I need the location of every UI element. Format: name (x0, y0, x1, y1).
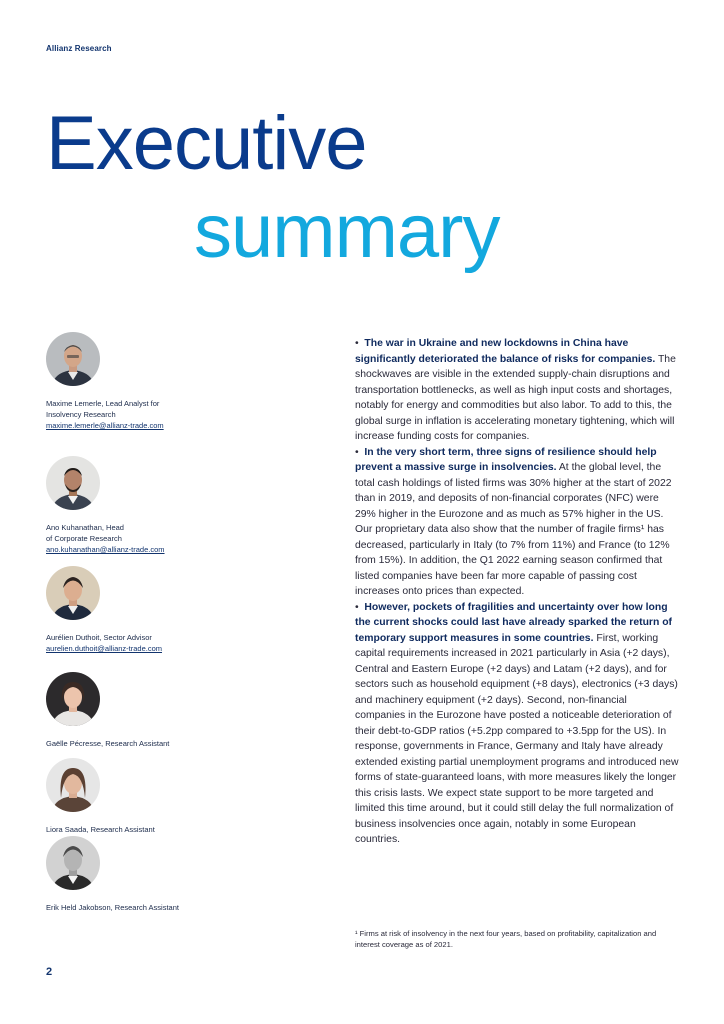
bullet: • (355, 601, 359, 613)
author-card (46, 672, 236, 749)
author-card (46, 332, 236, 431)
summary-body (355, 336, 679, 848)
author-photo (46, 332, 100, 386)
author-name: Liora Saada, Research Assistant (46, 825, 155, 834)
author-photo (46, 758, 100, 812)
author-email-link[interactable]: ano.kuhanathan@allianz-trade.com (46, 545, 165, 554)
bullet: • (355, 446, 359, 458)
paragraph-text: First, working capital requirements increased in 2021 particularly in Asia (+2 days), Central and Eastern Europe (+2 days) and Latam (+2 days), and for sectors such as household equipment (+8 days), electronics (+3 days) and machinery equipment (+2 days). Second, non-financial companies in the Eurozone have posted a noticeable deterioration of their debt-to-GDP ratios (+5.2pp compared to +3.5pp for the US). In response, governments in France, Germany and Italy have already extended existing partial unemployment programs and introduced new forms of state-guaranteed loans, with more measures likely the longer this crisis lasts. We expect state support to be more targeted and limited this time around, but it could still delay the full normalization of business insolvencies once again, notably in some European countries. (355, 632, 679, 845)
author-name: Erik Held Jakobson, Research Assistant (46, 903, 179, 912)
paragraph-lead: The war in Ukraine and new lockdowns in China have significantly deteriorated the balance of risks for companies. (355, 338, 656, 365)
author-card (46, 836, 236, 913)
summary-paragraph (355, 445, 679, 600)
author-email-link[interactable]: maxime.lemerle@allianz-trade.com (46, 421, 164, 430)
bullet: • (355, 338, 359, 349)
author-photo (46, 836, 100, 890)
paragraph-lead: However, pockets of fragilities and uncertainty over how long the current shocks could last have already sparked the return of temporary support measures in some countries. (355, 601, 673, 644)
footnote: ¹ Firms at risk of insolvency in the next four years, based on profitability, capitalization and interest coverage as of 2021. (355, 929, 657, 949)
page-number: 2 (46, 966, 53, 978)
summary-paragraph (355, 336, 679, 445)
author-card (46, 566, 236, 654)
summary-paragraph (355, 600, 679, 848)
author-name: Gaëlle Pécresse, Research Assistant (46, 739, 170, 748)
author-name: Maxime Lemerle, Lead Analyst for Insolvency Research (46, 399, 160, 419)
author-photo (46, 566, 100, 620)
title-summary: summary (194, 189, 500, 274)
paragraph-text: The shockwaves are visible in the extended supply-chain disruptions and transportation bottlenecks, as well as high input costs and shortages, notably for energy and commodities but also labor. To add to this, the global surge in inflation is accelerating monetary tightening, which will increase funding costs for companies. (355, 353, 676, 442)
author-photo (46, 456, 100, 510)
author-photo (46, 672, 100, 726)
author-card (46, 456, 236, 555)
paragraph-lead: In the very short term, three signs of resilience should help prevent a massive surge in insolvencies. (355, 446, 657, 473)
author-email-link[interactable]: aurelien.duthoit@allianz-trade.com (46, 644, 163, 653)
paragraph-text: At the global level, the total cash holdings of listed firms was 30% higher at the start of 2022 than in 2019, and deposits of non-financial corporates (NFC) were 29% higher in the Eurozone and as much as 57% higher in the US. Our proprietary data also show that the number of fragile firms¹ has decreased, particularly in Italy (to 7% from 11%) and France (to 12% from 15%). In addition, the Q1 2022 earning season confirmed that listed companies have been far more capable of passing cost increases onto prices than expected. (355, 462, 672, 597)
author-card (46, 758, 236, 835)
header-label: Allianz Research (46, 44, 112, 53)
title-executive: Executive (46, 101, 367, 186)
author-name: Aurélien Duthoit, Sector Advisor (46, 633, 152, 642)
author-name: Ano Kuhanathan, Head of Corporate Research (46, 523, 124, 543)
